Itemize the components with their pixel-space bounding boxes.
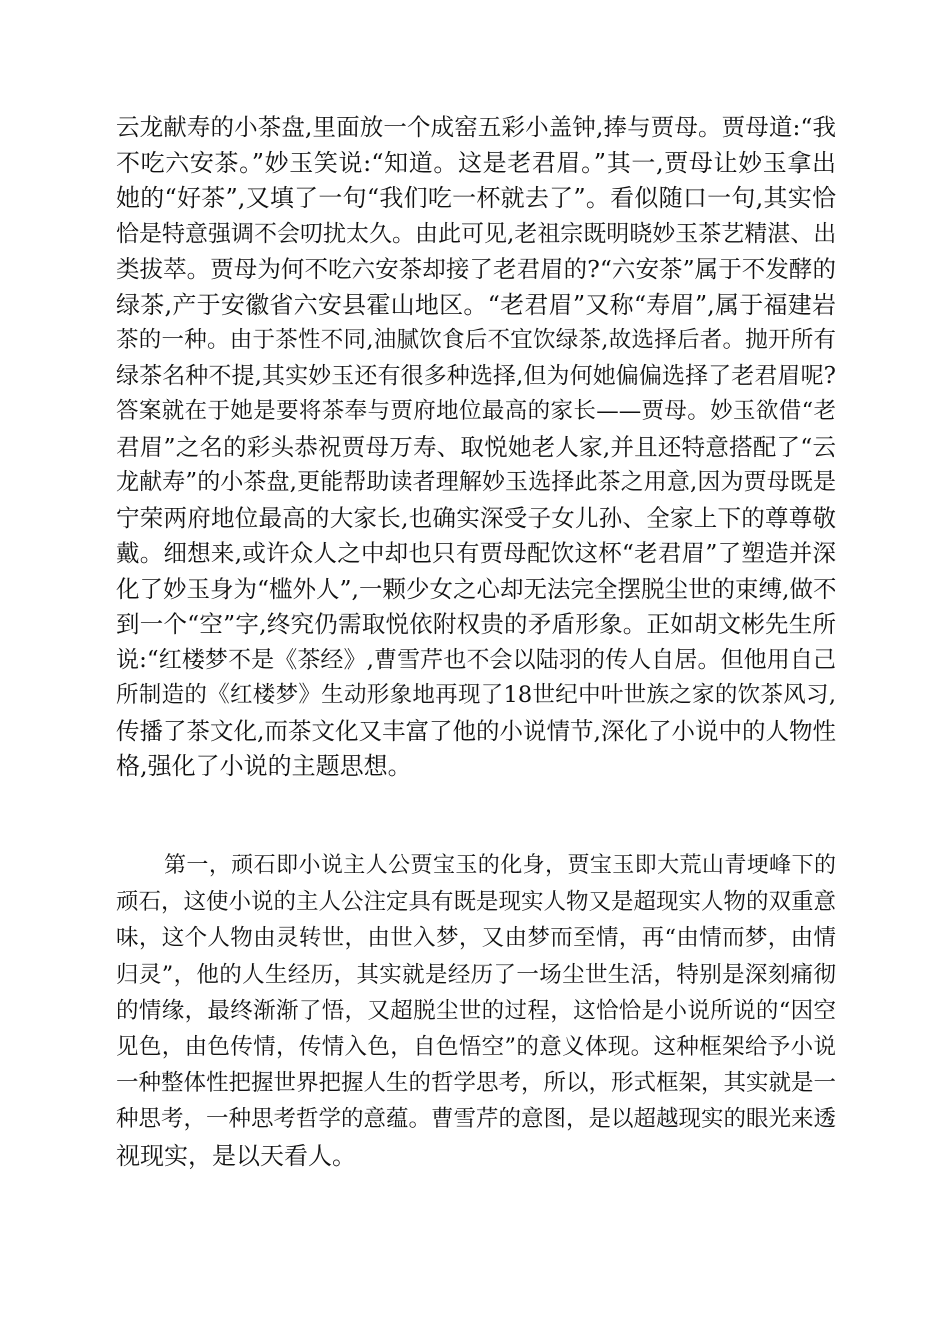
- text-line: 她的“好茶”,又填了一句“我们吃一杯就去了”。看似随口一句,其实恰: [116, 184, 836, 212]
- text-line: 第一，顽石即小说主人公贾宝玉的化身，贾宝玉即大荒山青埂峰下的: [164, 853, 836, 878]
- text-line: 说:“红楼梦不是《茶经》,曹雪芹也不会以陆羽的传人自居。但他用自己: [116, 646, 836, 673]
- text-line: 化了妙玉身为“槛外人”,一颗少女之心却无法完全摆脱尘世的束缚,做不: [116, 574, 837, 603]
- text-line: 到一个“空”字,终究仍需取悦依附权贵的矛盾形象。正如胡文彬先生所: [116, 610, 836, 638]
- text-line: 的情缘，最终渐渐了悟，又超脱尘世的过程，这恰恰是小说所说的“因空: [116, 997, 836, 1024]
- text-line: 顽石，这使小说的主人公注定具有既是现实人物又是超现实人物的双重意: [116, 889, 837, 916]
- paragraph-tea-passage: [116, 110, 836, 785]
- text-line: 不吃六安茶。”妙玉笑说:“知道。这是老君眉。”其一,贾母让妙玉拿出: [116, 148, 836, 177]
- text-line: 君眉”之名的彩头恭祝贾母万寿、取悦她老人家,并且还特意搭配了“云: [116, 432, 836, 461]
- text-line: 茶的一种。由于茶性不同,油腻饮食后不宜饮绿茶,故选择后者。抛开所有: [116, 327, 836, 353]
- text-line: 种思考，一种思考哲学的意蕴。曹雪芹的意图，是以超越现实的眼光来透: [116, 1106, 837, 1133]
- text-line: 所制造的《红楼梦》生动形象地再现了18世纪中叶世族之家的饮茶风习,: [116, 682, 836, 708]
- text-line: 恰是特意强调不会叨扰太久。由此可见,老祖宗既明晓妙玉茶艺精湛、出: [116, 220, 837, 247]
- text-line: 宁荣两府地位最高的大家长,也确实深受子女儿孙、全家上下的尊尊敬: [116, 503, 836, 532]
- text-line: 云龙献寿的小茶盘,里面放一个成窑五彩小盖钟,捧与贾母。贾母道:“我: [116, 113, 836, 141]
- paragraph-stone-passage: [116, 848, 836, 1174]
- text-line: 龙献寿”的小茶盘,更能帮助读者理解妙玉选择此茶之用意,因为贾母既是: [116, 469, 836, 495]
- text-line: 格,强化了小说的主题思想。: [116, 752, 412, 780]
- text-line: 答案就在于她是要将茶奉与贾府地位最高的家长——贾母。妙玉欲借“老: [116, 398, 836, 424]
- text-line: 味，这个人物由灵转世，由世入梦，又由梦而至情，再“由情而梦，由情: [116, 925, 836, 952]
- text-line: 视现实，是以天看人。: [116, 1141, 356, 1170]
- text-line: 戴。细想来,或许众人之中却也只有贾母配饮这杯“老君眉”了塑造并深: [116, 539, 836, 567]
- text-line: 一种整体性把握世界把握人生的哲学思考，所以，形式框架，其实就是一: [116, 1070, 837, 1097]
- text-line: 类拔萃。贾母为何不吃六安茶却接了老君眉的?“六安茶”属于不发酵的: [116, 255, 836, 283]
- text-line: 见色，由色传情，传情入色，自色悟空”的意义体现。这种框架给予小说: [116, 1034, 836, 1061]
- text-line: 绿茶,产于安徽省六安县霍山地区。“老君眉”又称“寿眉”,属于福建岩: [116, 290, 836, 319]
- text-line: 传播了茶文化,而茶文化又丰富了他的小说情节,深化了小说中的人物性: [116, 716, 836, 745]
- text-line: 绿茶名种不提,其实妙玉还有很多种选择,但为何她偏偏选择了老君眉呢?: [116, 362, 836, 389]
- text-line: 归灵”，他的人生经历，其实就是经历了一场尘世生活，特别是深刻痛彻: [116, 961, 836, 988]
